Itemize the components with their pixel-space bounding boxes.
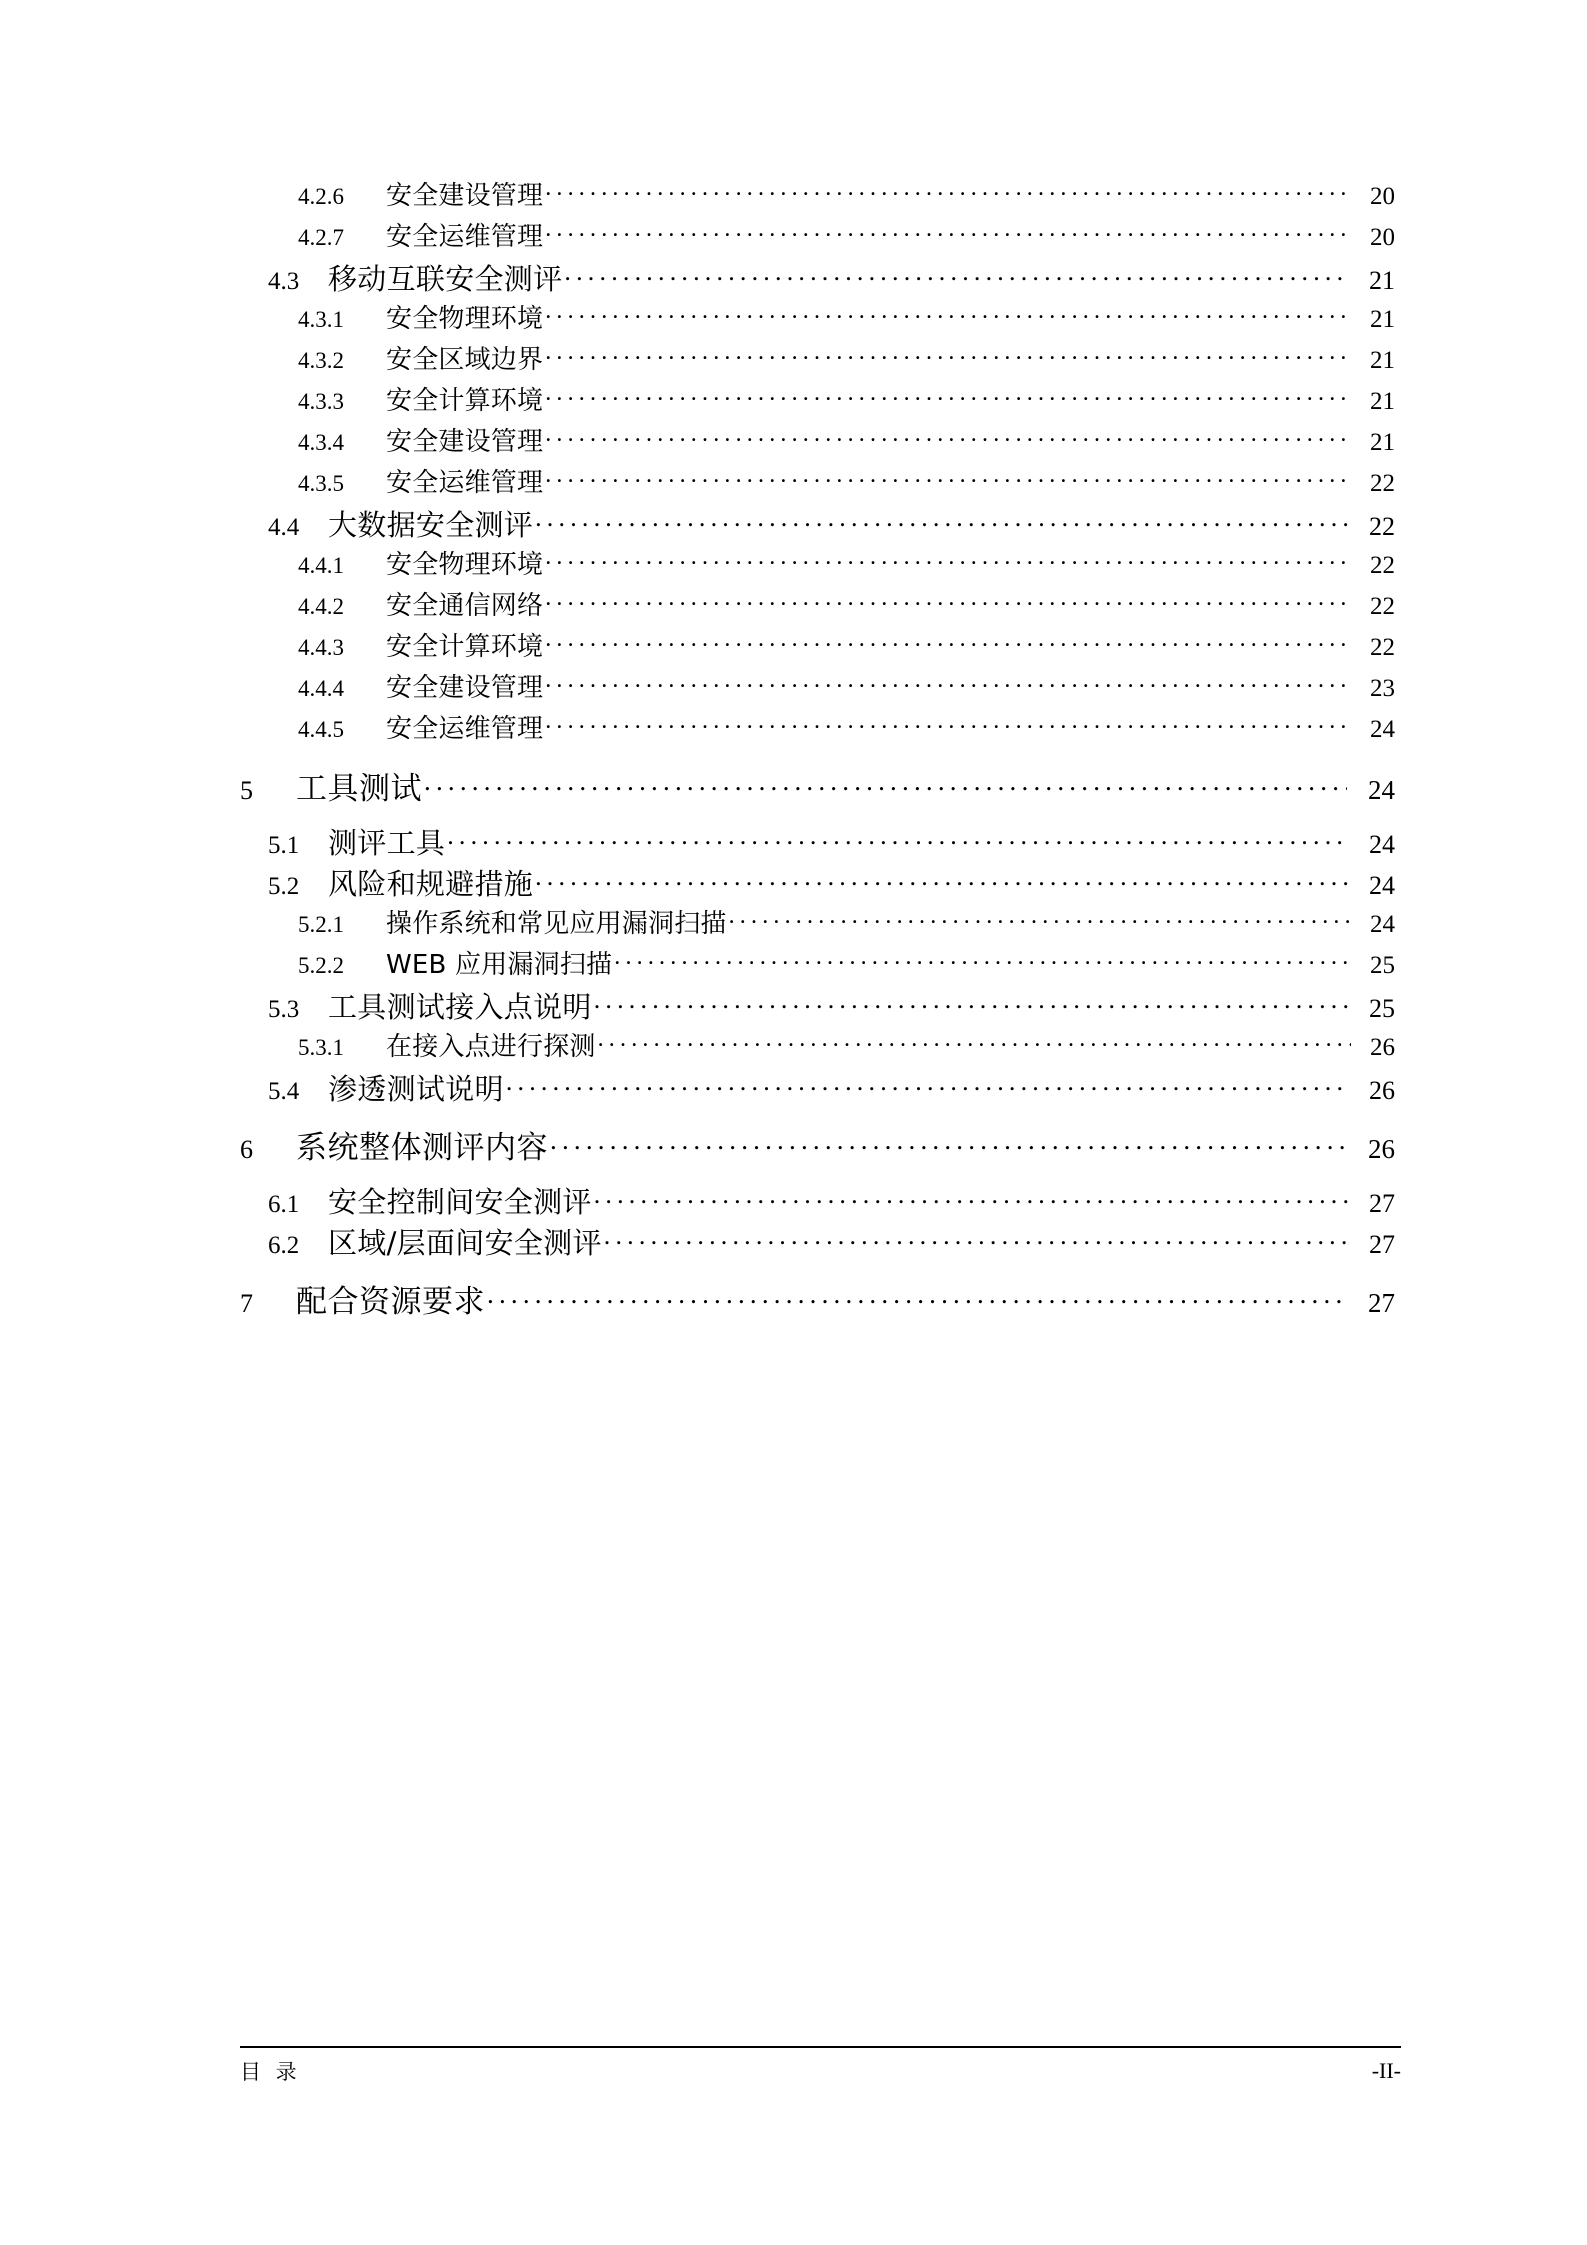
toc-entry-page-number: 22	[1370, 634, 1395, 661]
toc-entry-page-number: 21	[1370, 388, 1395, 415]
toc-entry-title: WEB 应用漏洞扫描	[386, 950, 613, 980]
toc-entry-number: 5.3.1	[298, 1035, 344, 1060]
toc-dot-leader	[729, 916, 1351, 932]
toc-dot-leader	[535, 519, 1349, 535]
toc-entry[interactable]	[240, 544, 1395, 585]
toc-entry[interactable]	[240, 380, 1395, 421]
toc-entry-number: 4.3	[268, 268, 300, 295]
toc-entry-title: 安全控制间安全测评	[328, 1185, 592, 1219]
toc-dot-leader	[614, 957, 1351, 973]
toc-entry-page-number: 22	[1370, 470, 1395, 497]
toc-dot-leader	[545, 721, 1351, 737]
toc-entry-title: 风险和规避措施	[328, 867, 534, 901]
toc-entry-number: 4.2.7	[298, 225, 344, 250]
toc-entry[interactable]	[240, 1026, 1395, 1067]
toc-entry-page-number: 26	[1369, 1076, 1395, 1105]
toc-dot-leader	[545, 557, 1351, 573]
toc-dot-leader	[545, 393, 1351, 409]
toc-entry-page-number: 21	[1370, 347, 1395, 374]
toc-entry[interactable]	[240, 462, 1395, 503]
toc-dot-leader	[545, 475, 1351, 491]
toc-entry-number: 4.3.5	[298, 471, 344, 496]
toc-dot-leader	[535, 878, 1349, 894]
toc-entry[interactable]	[240, 216, 1395, 257]
toc-entry[interactable]	[240, 944, 1395, 985]
toc-entry-page-number: 21	[1369, 266, 1395, 295]
toc-entry-title: 安全物理环境	[386, 550, 544, 580]
toc-entry[interactable]	[240, 257, 1395, 298]
toc-entry[interactable]	[240, 298, 1395, 339]
toc-entry-title: 安全运维管理	[386, 468, 544, 498]
toc-entry-title: 安全区域边界	[386, 345, 544, 375]
toc-entry-page-number: 24	[1369, 871, 1395, 900]
toc-entry-number: 5.2	[268, 873, 300, 900]
toc-entry-page-number: 25	[1369, 994, 1395, 1023]
toc-entry-number: 4.4.4	[298, 676, 344, 701]
toc-dot-leader	[545, 188, 1351, 204]
table-of-contents	[240, 175, 1395, 1334]
toc-dot-leader	[598, 1039, 1351, 1055]
toc-entry-title: 区域/层面间安全测评	[328, 1226, 602, 1260]
toc-entry-number: 4.4.2	[298, 594, 344, 619]
page-footer	[240, 2046, 1401, 2116]
toc-dot-leader	[594, 1001, 1349, 1017]
toc-entry[interactable]	[240, 763, 1395, 821]
toc-dot-leader	[545, 598, 1351, 614]
toc-entry[interactable]	[240, 1221, 1395, 1262]
toc-entry-page-number: 21	[1370, 429, 1395, 456]
toc-entry-title: 安全通信网络	[386, 591, 544, 621]
toc-entry[interactable]	[240, 708, 1395, 749]
toc-dot-leader	[424, 781, 1347, 799]
toc-entry-title: 安全计算环境	[386, 632, 544, 662]
toc-dot-leader	[487, 1294, 1347, 1312]
toc-entry-page-number: 22	[1369, 512, 1395, 541]
toc-entry[interactable]	[240, 862, 1395, 903]
toc-dot-leader	[545, 311, 1351, 327]
toc-entry-page-number: 25	[1370, 952, 1395, 979]
toc-entry-title: 移动互联安全测评	[328, 262, 563, 296]
toc-entry[interactable]	[240, 421, 1395, 462]
toc-entry[interactable]	[240, 985, 1395, 1026]
toc-entry-page-number: 20	[1370, 183, 1395, 210]
toc-entry-title: 安全运维管理	[386, 714, 544, 744]
toc-entry[interactable]	[240, 1122, 1395, 1180]
toc-entry-page-number: 27	[1369, 1189, 1395, 1218]
toc-entry-title: 安全运维管理	[386, 222, 544, 252]
toc-entry[interactable]	[240, 585, 1395, 626]
toc-entry-number: 4.3.3	[298, 389, 344, 414]
toc-dot-leader	[545, 434, 1351, 450]
toc-entry-page-number: 24	[1370, 716, 1395, 743]
toc-entry-number: 4.2.6	[298, 184, 344, 209]
toc-entry-title: 安全物理环境	[386, 304, 544, 334]
toc-entry[interactable]	[240, 1067, 1395, 1108]
toc-entry-page-number: 24	[1369, 830, 1395, 859]
toc-entry-number: 5.3	[268, 996, 300, 1023]
toc-entry-number: 7	[240, 1289, 253, 1318]
toc-entry[interactable]	[240, 903, 1395, 944]
toc-entry-title: 工具测试	[296, 771, 422, 807]
toc-entry-title: 安全建设管理	[386, 181, 544, 211]
toc-entry-page-number: 26	[1370, 1034, 1395, 1061]
footer-page-number: -II-	[1371, 2058, 1401, 2083]
toc-dot-leader	[564, 273, 1349, 289]
toc-entry[interactable]	[240, 175, 1395, 216]
toc-entry-number: 4.4.5	[298, 717, 344, 742]
toc-entry[interactable]	[240, 503, 1395, 544]
toc-entry-number: 4.4.3	[298, 635, 344, 660]
toc-entry-title: 渗透测试说明	[328, 1072, 504, 1106]
toc-entry-title: 安全计算环境	[386, 386, 544, 416]
toc-entry-page-number: 22	[1370, 593, 1395, 620]
toc-dot-leader	[594, 1196, 1349, 1212]
toc-entry-page-number: 27	[1368, 1288, 1395, 1318]
toc-entry-title: 系统整体测评内容	[296, 1130, 548, 1166]
toc-entry-page-number: 27	[1369, 1230, 1395, 1259]
toc-entry-number: 5.2.2	[298, 953, 344, 978]
toc-entry-number: 5.1	[268, 832, 300, 859]
toc-dot-leader	[545, 352, 1351, 368]
toc-entry[interactable]	[240, 1276, 1395, 1334]
toc-entry-number: 6.1	[268, 1191, 300, 1218]
toc-entry[interactable]	[240, 339, 1395, 380]
toc-entry-number: 5	[240, 776, 253, 805]
toc-entry[interactable]	[240, 626, 1395, 667]
toc-entry-page-number: 21	[1370, 306, 1395, 333]
toc-entry-title: 配合资源要求	[296, 1284, 485, 1320]
toc-dot-leader	[506, 1083, 1349, 1099]
toc-entry-number: 4.3.4	[298, 430, 344, 455]
toc-entry-page-number: 26	[1368, 1134, 1395, 1164]
toc-entry-title: 大数据安全测评	[328, 508, 534, 542]
toc-entry-page-number: 23	[1370, 675, 1395, 702]
toc-entry-title: 在接入点进行探测	[386, 1032, 596, 1062]
toc-entry-page-number: 24	[1370, 911, 1395, 938]
toc-entry-number: 4.4	[268, 514, 300, 541]
toc-dot-leader	[545, 639, 1351, 655]
toc-entry-number: 5.2.1	[298, 912, 344, 937]
toc-dot-leader	[604, 1237, 1349, 1253]
toc-entry[interactable]	[240, 667, 1395, 708]
toc-entry[interactable]	[240, 821, 1395, 862]
toc-dot-leader	[447, 837, 1349, 853]
toc-entry-number: 6.2	[268, 1232, 300, 1259]
toc-entry-title: 工具测试接入点说明	[328, 990, 592, 1024]
toc-entry-number: 5.4	[268, 1078, 300, 1105]
toc-entry-page-number: 20	[1370, 224, 1395, 251]
toc-dot-leader	[550, 1140, 1347, 1158]
toc-entry-title: 安全建设管理	[386, 427, 544, 457]
toc-entry[interactable]	[240, 1180, 1395, 1221]
toc-entry-page-number: 22	[1370, 552, 1395, 579]
toc-entry-number: 4.3.2	[298, 348, 344, 373]
toc-entry-title: 安全建设管理	[386, 673, 544, 703]
toc-dot-leader	[545, 229, 1351, 245]
footer-section-label: 目 录	[240, 2060, 301, 2084]
toc-entry-title: 操作系统和常见应用漏洞扫描	[386, 909, 727, 939]
toc-entry-number: 6	[240, 1135, 253, 1164]
toc-entry-number: 4.4.1	[298, 553, 344, 578]
toc-entry-page-number: 24	[1368, 775, 1395, 805]
toc-entry-number: 4.3.1	[298, 307, 344, 332]
toc-dot-leader	[545, 680, 1351, 696]
toc-entry-title: 测评工具	[328, 826, 446, 860]
